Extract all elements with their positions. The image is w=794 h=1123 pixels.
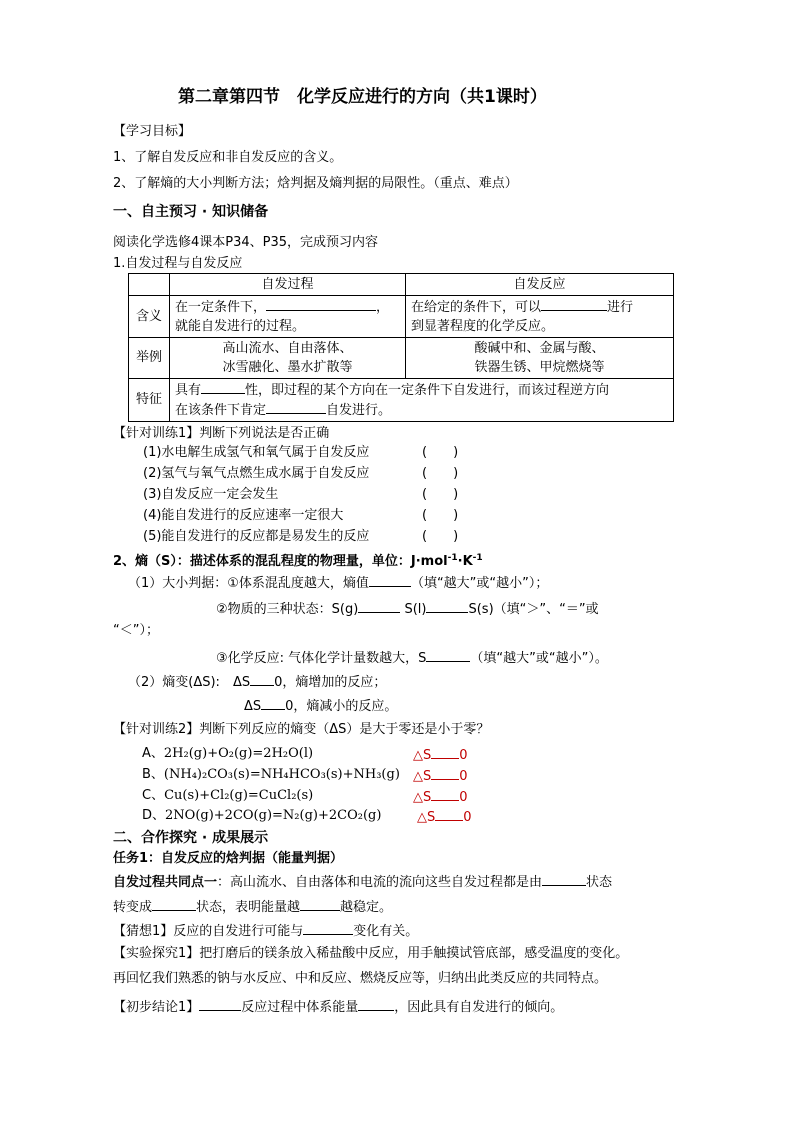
conclusion-1-text-b: 反应过程中体系能量: [241, 1000, 359, 1015]
delta-s-c: [413, 787, 468, 807]
answer-paren-2[interactable]: ( ): [422, 466, 459, 481]
training2-item-c-eq: Cu(s)+Cl₂(g)=CuCl₂(s): [164, 788, 314, 803]
conclusion-1-label: 【初步结论1】: [113, 1000, 200, 1015]
training2-item-c: [142, 787, 313, 805]
example-reaction-cell: [406, 338, 674, 379]
training2-item-a: [142, 745, 313, 763]
entropy-line-1-b: （填“越大”或“越小”）；: [410, 576, 549, 591]
entropy-line-2-b: S(l): [404, 602, 427, 617]
section2-heading: 二、合作探究 · 成果展示: [113, 830, 269, 846]
task1-heading: 任务1：自发反应的焓判据（能量判据）: [113, 851, 344, 866]
table-col-reaction: 自发反应: [406, 274, 674, 296]
entropy-line-3: [216, 648, 608, 668]
guess-1-blank[interactable]: [303, 921, 353, 935]
entropy-blank-3[interactable]: [426, 599, 468, 613]
section1-intro: 阅读化学选修4课本P34、P35，完成预习内容: [113, 235, 379, 250]
delta-s-d-zero: 0: [463, 810, 472, 825]
common-blank-1[interactable]: [542, 872, 586, 886]
common-point-text-f: 越稳定。: [340, 900, 393, 915]
page-title: 第二章第四节 化学反应进行的方向（共1课时）: [178, 87, 547, 107]
delta-s-a: [413, 745, 468, 765]
training2-item-b-label: B、: [142, 767, 164, 782]
feature-text-b: 性，即过程的某个方向在一定条件下自发进行，而该过程逆方向: [245, 383, 610, 398]
entropy-line-2-cont: “＜”）；: [113, 623, 159, 638]
meaning-reaction-text-b: 进行: [607, 300, 634, 315]
entropy-blank-2[interactable]: [358, 599, 400, 613]
meaning-process-cell: [170, 296, 406, 338]
common-point-label: 自发过程共同点一: [113, 875, 218, 890]
experiment-1-line-1: 【实验探究1】把打磨后的镁条放入稀盐酸中反应，用手触摸试管底部，感受温度的变化。: [113, 946, 629, 961]
answer-paren-5[interactable]: ( ): [422, 529, 459, 544]
entropy-line-2-c: S(s)（填“＞”、“＝”或: [468, 602, 599, 617]
table-row-feature: [129, 379, 674, 422]
feature-blank-1[interactable]: [201, 380, 245, 394]
common-point-text-d: 转变成: [113, 900, 153, 915]
feature-text-d: 自发进行。: [326, 403, 392, 418]
entropy-heading-text-a: 2、熵（S）：描述体系的混乱程度的物理量，单位：J·mol: [113, 554, 448, 569]
entropy-line-3-b: （填“越大”或“越小”）。: [470, 651, 608, 666]
conclusion-1: [113, 997, 563, 1017]
meaning-reaction-text-c: 到显著程度的化学反应。: [411, 319, 555, 334]
row-label-feature: 特征: [129, 379, 170, 422]
training2-item-a-label: A、: [142, 746, 164, 761]
training2-item-b-eq: (NH₄)₂CO₃(s)=NH₄HCO₃(s)+NH₃(g): [163, 767, 400, 782]
common-point-line-2: [113, 897, 392, 917]
feature-blank-2[interactable]: [266, 400, 326, 414]
training2-item-d-eq: 2NO(g)+2CO(g)=N₂(g)+2CO₂(g): [165, 808, 382, 823]
meaning-reaction-text-a: 在给定的条件下，可以: [411, 300, 542, 315]
delta-s-b-sym: △S: [413, 769, 432, 784]
conclusion-1-text-c: ，因此具有自发进行的倾向。: [394, 1000, 564, 1015]
guess-1-text-a: 【猜想1】反应的自发进行可能与: [113, 924, 304, 939]
training1-item-2: (2)氢气与氧气点燃生成水属于自发反应: [143, 466, 370, 481]
conclusion-1-blank-2[interactable]: [358, 997, 394, 1011]
entropy-heading-text-b: ·K: [457, 554, 473, 569]
table-corner: [129, 274, 170, 296]
feature-cell: [170, 379, 674, 422]
example-reaction-b: 铁器生锈、甲烷燃烧等: [474, 360, 605, 375]
training1-item-1: (1)水电解生成氢气和氧气属于自发反应: [143, 445, 370, 460]
meaning-reaction-cell: [406, 296, 674, 338]
meaning-process-text-c: 就能自发进行的过程。: [175, 319, 306, 334]
training2-item-b: [142, 766, 400, 784]
delta-s-c-blank[interactable]: [431, 787, 459, 801]
entropy-line-4-a: （2）熵变(ΔS): ΔS: [128, 675, 251, 690]
training1-item-3: (3)自发反应一定会发生: [143, 487, 279, 502]
table-row-meaning: [129, 296, 674, 338]
goal-item-1: 1、了解自发反应和非自发反应的含义。: [113, 150, 343, 165]
goals-header: 【学习目标】: [113, 124, 192, 139]
training2-header: 【针对训练2】判断下列反应的熵变（ΔS）是大于零还是小于零？: [113, 722, 490, 737]
common-blank-2[interactable]: [152, 897, 196, 911]
answer-paren-1[interactable]: ( ): [422, 445, 459, 460]
entropy-line-1-a: （1）大小判据：①体系混乱度越大，熵值: [128, 576, 369, 591]
table-header-row: [129, 274, 674, 296]
common-point-text-b: ：高山流水、自由落体和电流的流向这些自发过程都是由: [217, 875, 543, 890]
delta-s-c-sym: △S: [413, 790, 432, 805]
entropy-blank-6[interactable]: [261, 696, 285, 710]
delta-s-b: [413, 766, 468, 786]
entropy-blank-1[interactable]: [369, 573, 411, 587]
entropy-line-4: [128, 672, 386, 692]
entropy-line-3-a: ③化学反应: 气体化学计量数越大，S: [216, 651, 427, 666]
entropy-heading-sup-1: -1: [447, 553, 458, 563]
common-blank-3[interactable]: [300, 897, 340, 911]
spontaneous-table: [128, 273, 674, 422]
entropy-line-4-b: 0，熵增加的反应；: [274, 675, 387, 690]
section1-subheading: 1.自发过程与自发反应: [113, 256, 243, 271]
entropy-line-1: [128, 573, 548, 593]
goal-item-2: 2、了解熵的大小判断方法；焓判据及熵判据的局限性。（重点、难点）: [113, 176, 518, 191]
common-point-text-c: 状态: [586, 875, 613, 890]
feature-text-c: 在该条件下肯定: [175, 403, 267, 418]
delta-s-b-blank[interactable]: [431, 766, 459, 780]
entropy-blank-4[interactable]: [426, 648, 470, 662]
example-reaction-a: 酸碱中和、金属与酸、: [474, 341, 605, 356]
common-point-line-1: [113, 872, 612, 892]
training2-item-d: [142, 807, 381, 825]
answer-paren-3[interactable]: ( ): [422, 487, 459, 502]
entropy-line-2: [216, 599, 599, 619]
delta-s-d-sym: △S: [417, 810, 436, 825]
delta-s-a-blank[interactable]: [431, 745, 459, 759]
delta-s-a-sym: △S: [413, 748, 432, 763]
meaning-process-blank[interactable]: [266, 297, 376, 311]
delta-s-d-blank[interactable]: [435, 807, 463, 821]
answer-paren-4[interactable]: ( ): [422, 508, 459, 523]
training2-item-a-eq: 2H₂(g)+O₂(g)=2H₂O(l): [163, 746, 314, 761]
example-process-cell: [170, 338, 406, 379]
entropy-heading: [113, 549, 483, 571]
entropy-line-5-a: ΔS: [244, 699, 262, 714]
experiment-1-line-2: 再回忆我们熟悉的钠与水反应、中和反应、燃烧反应等，归纳出此类反应的共同特点。: [113, 971, 608, 986]
row-label-example: 举例: [129, 338, 170, 379]
entropy-line-5-b: 0，熵减小的反应。: [285, 699, 398, 714]
meaning-reaction-blank[interactable]: [541, 297, 607, 311]
section1-heading: 一、自主预习 · 知识储备: [113, 204, 269, 220]
training2-item-d-label: D、: [142, 808, 166, 823]
training1-header: 【针对训练1】判断下列说法是否正确: [113, 426, 330, 441]
entropy-line-2-a: ②物质的三种状态：S(g): [216, 602, 359, 617]
example-process-a: 高山流水、自由落体、: [222, 341, 353, 356]
meaning-process-text-a: 在一定条件下，: [175, 300, 267, 315]
delta-s-c-zero: 0: [459, 790, 468, 805]
guess-1-text-b: 变化有关。: [353, 924, 419, 939]
conclusion-1-blank-1[interactable]: [199, 997, 241, 1011]
row-label-meaning: 含义: [129, 296, 170, 338]
common-point-text-e: 状态，表明能量越: [196, 900, 301, 915]
entropy-line-5: [244, 696, 397, 716]
table-col-process: 自发过程: [170, 274, 406, 296]
training2-item-c-label: C、: [142, 788, 165, 803]
training1-item-4: (4)能自发进行的反应速率一定很大: [143, 508, 344, 523]
delta-s-d: [417, 807, 472, 827]
entropy-blank-5[interactable]: [250, 672, 274, 686]
meaning-process-text-b: ，: [376, 300, 390, 315]
example-process-b: 冰雪融化、墨水扩散等: [222, 360, 353, 375]
delta-s-a-zero: 0: [459, 748, 468, 763]
guess-1: [113, 921, 418, 941]
table-row-example: [129, 338, 674, 379]
training1-item-5: (5)能自发进行的反应都是易发生的反应: [143, 529, 370, 544]
delta-s-b-zero: 0: [459, 769, 468, 784]
feature-text-a: 具有: [175, 383, 202, 398]
entropy-heading-sup-2: -1: [472, 553, 483, 563]
